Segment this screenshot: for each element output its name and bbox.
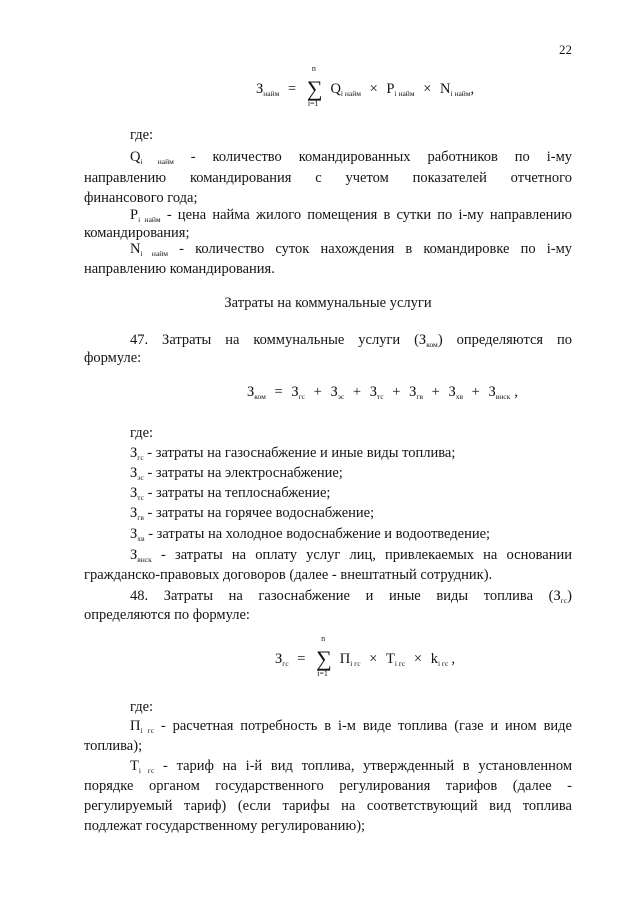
section-heading: Затраты на коммунальные услуги [224,295,432,311]
formula-symbol: З [488,384,496,400]
def-subscript: хв [137,534,145,543]
definition-q-line2: направлению командирования с учетом показателей отчетного [84,170,572,186]
def-subscript: i найм [140,249,169,258]
formula-gs [275,634,455,678]
formula-times: × [369,81,378,97]
def-text: - затраты на теплоснабжение; [147,485,331,501]
sum-upper-limit: n [321,634,326,643]
formula-subscript: гс [282,659,289,668]
definition-ti-line2: порядке органом государственного регулирования тарифов (далее - [84,778,572,794]
formula-times: × [423,81,432,97]
def-subscript: тс [137,493,144,502]
definition-gv [130,504,374,527]
formula-subscript: i гс [437,659,449,668]
def-symbol: З [130,465,138,481]
formula-subscript: i найм [450,89,471,98]
formula-plus: + [392,384,401,400]
def-subscript: i найм [138,215,161,224]
sum-sign: ∑ n i=1 [306,64,323,108]
formula-symbol: Т [386,651,395,667]
def-symbol: P [130,207,139,223]
sum-upper-limit: n [311,64,316,73]
where-label-2: где: [130,425,154,441]
formula-subscript: найм [263,89,280,98]
def-subscript: i найм [140,157,174,166]
definition-hv [130,525,490,548]
def-subscript: гс [137,453,144,462]
formula-subscript: i найм [394,89,415,98]
paragraph-47 [84,331,572,354]
def-symbol: З [130,547,138,563]
formula-subscript: i найм [340,89,361,98]
def-text: - затраты на горячее водоснабжение; [147,505,375,521]
para-text: 48. Затраты на газоснабжение и иные виды топлива ( [130,588,554,604]
formula-symbol: П [339,651,351,667]
formula-subscript: внск [495,392,511,401]
def-subscript: эс [137,473,144,482]
definition-ti-line4: подлежат государственному регулированию); [84,818,366,834]
formula-subscript: гс [298,392,305,401]
where-label: где: [130,127,154,143]
definition-pi-line2: топлива); [84,738,143,754]
formula-naim [256,64,475,108]
para-text: ) [567,588,572,604]
def-subscript: гв [137,513,144,522]
formula-subscript: гв [416,392,423,401]
formula-kom [247,384,518,401]
formula-symbol: З [369,384,377,400]
formula-symbol: З [330,384,338,400]
formula-comma: , [451,651,455,667]
definition-p-line2: командирования; [84,225,190,241]
where-label-3: где: [130,699,154,715]
def-symbol: З [130,526,138,542]
def-text: - затраты на газоснабжение и иные виды топлива; [147,445,456,461]
definition-ti-line3: регулируемый тариф) (если тарифы на соответствующий вид топлива [84,798,572,814]
formula-symbol: k [430,651,438,667]
para-text: 47. Затраты на коммунальные услуги ( [130,332,419,348]
paragraph-47-line2: формуле: [84,350,142,366]
def-text: - расчетная потребность в i-м виде топлива (газе и ином виде [160,718,572,734]
formula-symbol: З [291,384,299,400]
definition-q [84,148,572,171]
formula-comma: , [470,81,475,97]
formula-symbol: P [386,81,395,97]
def-text: - затраты на электроснабжение; [147,465,343,481]
formula-subscript: i гс [394,659,406,668]
def-symbol: З [130,485,138,501]
def-symbol: З [130,445,138,461]
formula-plus: + [352,384,362,400]
formula-plus: + [313,384,322,400]
def-subscript: внск [137,555,152,564]
definition-q-line3: финансового года; [84,190,198,206]
formula-symbol: З [247,384,255,400]
def-subscript: i гс [138,766,155,775]
para-symbol: $З_{ком}$ [418,332,438,349]
formula-equals: = [274,384,283,400]
para-text: ) определяются по [437,332,573,348]
formula-equals: = [297,651,306,667]
formula-symbol: N [440,81,451,97]
def-subscript: i гс [140,726,155,735]
def-text: - количество суток нахождения в командировке по i-му [179,241,572,257]
formula-subscript: тс [376,392,384,401]
sum-lower-limit: i=1 [307,99,319,108]
formula-subscript: эс [337,392,345,401]
formula-times: × [369,651,378,667]
def-symbol: П [130,718,141,734]
formula-plus: + [471,384,480,400]
def-text: - тариф на i-й вид топлива, утвержденный в установленном [163,758,572,774]
sum-lower-limit: i=1 [317,669,328,678]
formula-subscript: i гс [350,659,361,668]
def-symbol: Т [130,758,139,774]
def-text: - затраты на оплату услуг лиц, привлекаемых на основании [160,547,572,563]
formula-plus: + [431,384,440,400]
formula-comma: , [514,384,518,400]
formula-subscript: ком [254,392,266,401]
page-number: 22 [559,42,572,57]
def-symbol: N [130,241,141,257]
definition-n-line2: направлению командирования. [84,261,275,277]
def-symbol: Q [130,149,141,165]
def-text: - количество командированных работников по i-му [190,149,572,165]
sum-sign: ∑ n i=1 [316,634,332,678]
def-symbol: З [130,505,138,521]
formula-equals: = [288,81,297,97]
formula-symbol: З [409,384,417,400]
definition-vnsk-line2: гражданско-правовых договоров (далее - внештатный сотрудник). [84,567,493,583]
definition-pi [84,717,572,740]
formula-symbol: З [256,81,264,97]
formula-times: × [413,651,423,667]
formula-subscript: хв [455,392,463,401]
paragraph-48-line2: определяются по формуле: [84,607,250,623]
formula-symbol: Q [330,81,341,97]
formula-symbol: З [448,384,456,400]
para-symbol: $З_{гс}$ [553,588,568,605]
formula-symbol: З [275,651,283,667]
def-text: - затраты на холодное водоснабжение и водоотведение; [148,526,491,542]
def-text: - цена найма жилого помещения в сутки по i-му направлению [166,207,573,223]
